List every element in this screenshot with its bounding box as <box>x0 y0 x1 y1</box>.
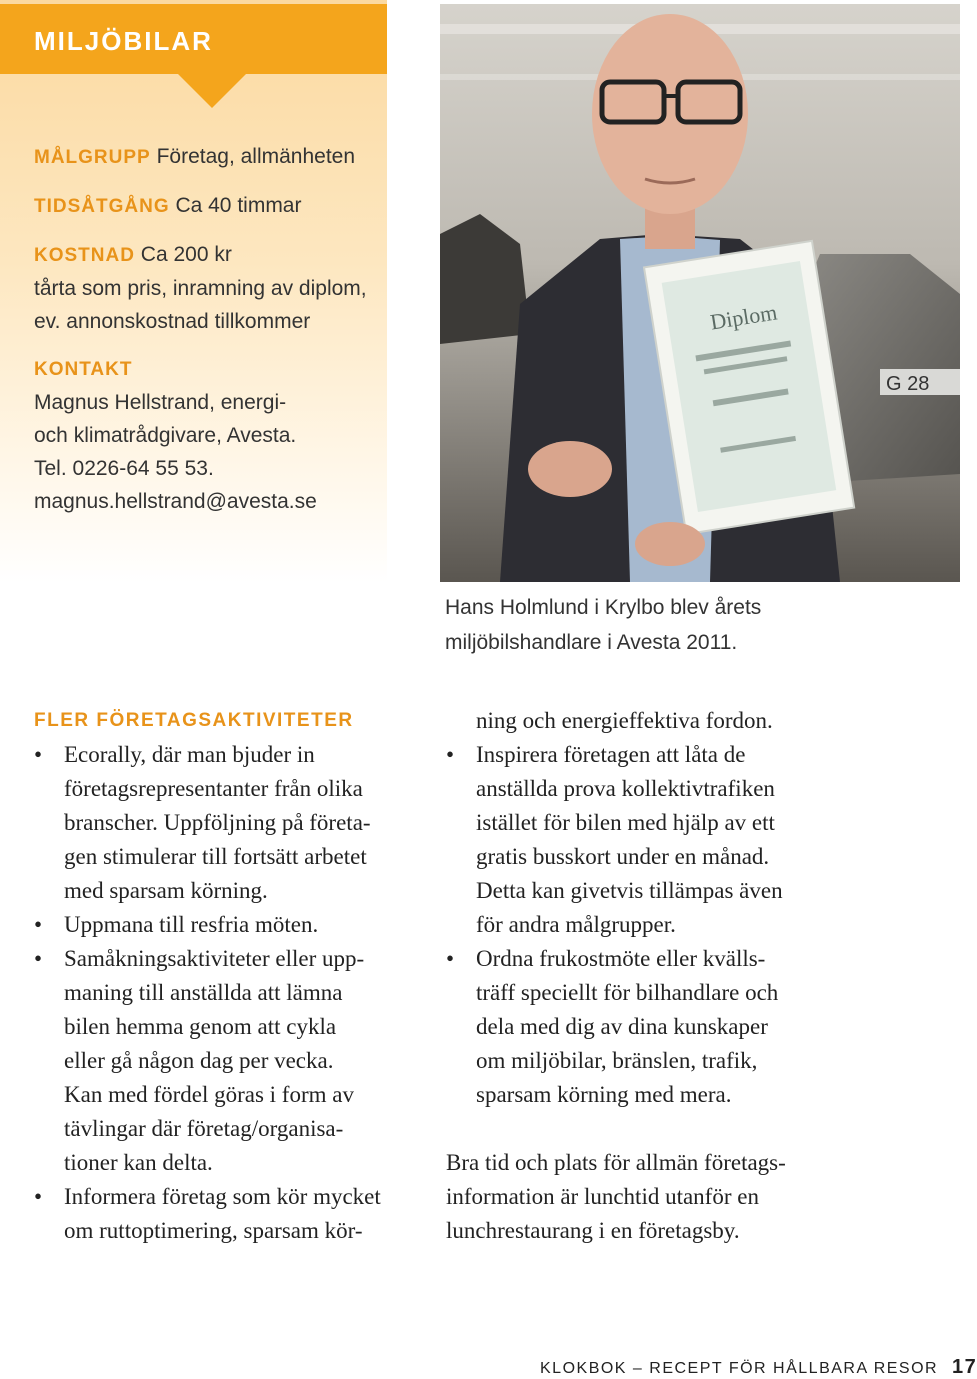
text-line: branscher. Uppföljning på företa- <box>64 810 371 835</box>
text-line: Kan med fördel göras i form av <box>64 1082 354 1107</box>
text-line: dela med dig av dina kunskaper <box>476 1014 768 1039</box>
list-item <box>34 908 414 942</box>
license-plate-text: G 28 <box>886 373 930 395</box>
text-line: träff speciellt för bilhandlare och <box>476 980 779 1005</box>
paragraph-gap <box>446 1112 846 1146</box>
bullet-icon: • <box>34 912 43 937</box>
bullet-icon: • <box>446 742 455 767</box>
fact-value: Magnus Hellstrand, energi- <box>34 391 287 414</box>
text-line: tioner kan delta. <box>64 1150 213 1175</box>
photo-caption <box>445 590 945 660</box>
page-footer <box>540 1356 977 1379</box>
caption-line: miljöbilshandlare i Avesta 2011. <box>445 631 738 654</box>
photo <box>440 4 960 582</box>
fact-label: MÅLGRUPP <box>34 147 151 168</box>
footer-text: KLOKBOK – RECEPT FÖR HÅLLBARA RESOR <box>540 1360 939 1377</box>
bullet-icon: • <box>34 742 43 767</box>
list-item <box>34 738 414 908</box>
text-line: Samåkningsaktiviteter eller upp- <box>64 946 365 971</box>
fact-label: KONTAKT <box>34 359 133 380</box>
bullet-icon: • <box>34 946 43 971</box>
fact-value: Tel. 0226-64 55 53. <box>34 457 214 480</box>
fact-kostnad <box>34 238 384 338</box>
fact-value: ev. annonskostnad tillkommer <box>34 310 311 333</box>
fact-value: och klimatrådgivare, Avesta. <box>34 424 297 447</box>
banner-notch <box>178 74 246 108</box>
caption-line: Hans Holmlund i Krylbo blev årets <box>445 596 762 619</box>
info-box <box>0 0 387 583</box>
text-line: gratis busskort under en månad. <box>476 844 770 869</box>
text-line: Informera företag som kör mycket <box>64 1184 381 1209</box>
list-item <box>34 942 414 1180</box>
bullet-icon: • <box>446 946 455 971</box>
text-line: information är lunchtid utanför en <box>446 1184 759 1209</box>
text-line: eller gå någon dag per vecka. <box>64 1048 334 1073</box>
fact-value: tårta som pris, inramning av diplom, <box>34 277 367 300</box>
fact-label: TIDSÅTGÅNG <box>34 196 170 217</box>
article-column-right <box>446 704 846 1248</box>
list-item <box>446 942 846 1112</box>
text-line: Bra tid och plats för allmän företags- <box>446 1150 786 1175</box>
text-line: ning och energieffektiva fordon. <box>476 708 773 733</box>
list-item <box>446 738 846 942</box>
fact-tidsatgang <box>34 189 384 223</box>
bullet-icon: • <box>34 1184 43 1209</box>
text-line: bilen hemma genom att cykla <box>64 1014 337 1039</box>
fact-value: Ca 40 timmar <box>175 194 302 217</box>
text-line: anställda prova kollektivtrafiken <box>476 776 775 801</box>
diploma-title: Diplom <box>708 299 779 335</box>
text-line: Detta kan givetvis tillämpas även <box>476 878 783 903</box>
text-line: för andra målgrupper. <box>476 912 676 937</box>
text-line: Ecorally, där man bjuder in <box>64 742 315 767</box>
fact-list <box>34 140 384 533</box>
info-box-title: MILJÖBILAR <box>34 26 213 56</box>
closing-paragraph <box>446 1146 846 1248</box>
fact-malgrupp <box>34 140 384 174</box>
fact-kontakt <box>34 353 384 518</box>
text-line: Uppmana till resfria möten. <box>64 912 319 937</box>
text-line: istället för bilen med hjälp av ett <box>476 810 775 835</box>
text-line: maning till anställda att lämna <box>64 980 343 1005</box>
text-line: om miljöbilar, bränslen, trafik, <box>476 1048 758 1073</box>
hand <box>528 441 612 497</box>
contact-email: magnus.hellstrand@avesta.se <box>34 490 317 513</box>
fact-value: Ca 200 kr <box>140 243 232 266</box>
text-line: om ruttoptimering, sparsam kör- <box>64 1218 363 1243</box>
page-number: 17 <box>952 1356 977 1378</box>
text-line: lunchrestaurang i en företagsby. <box>446 1218 740 1243</box>
text-line: sparsam körning med mera. <box>476 1082 732 1107</box>
text-line: Ordna frukostmöte eller kvälls- <box>476 946 766 971</box>
photo-illustration <box>440 4 960 582</box>
fact-value: Företag, allmänheten <box>156 145 356 168</box>
text-line: företagsrepresentanter från olika <box>64 776 363 801</box>
text-line: Inspirera företagen att låta de <box>476 742 746 767</box>
text-line: gen stimulerar till fortsätt arbetet <box>64 844 367 869</box>
article-column-left <box>34 704 414 1248</box>
info-box-banner <box>0 4 387 74</box>
text-line: med sparsam körning. <box>64 878 268 903</box>
section-heading: FLER FÖRETAGSAKTIVITETER <box>34 710 354 731</box>
text-line: tävlingar där företag/organisa- <box>64 1116 344 1141</box>
fact-label: KOSTNAD <box>34 245 135 266</box>
list-item <box>34 1180 414 1248</box>
